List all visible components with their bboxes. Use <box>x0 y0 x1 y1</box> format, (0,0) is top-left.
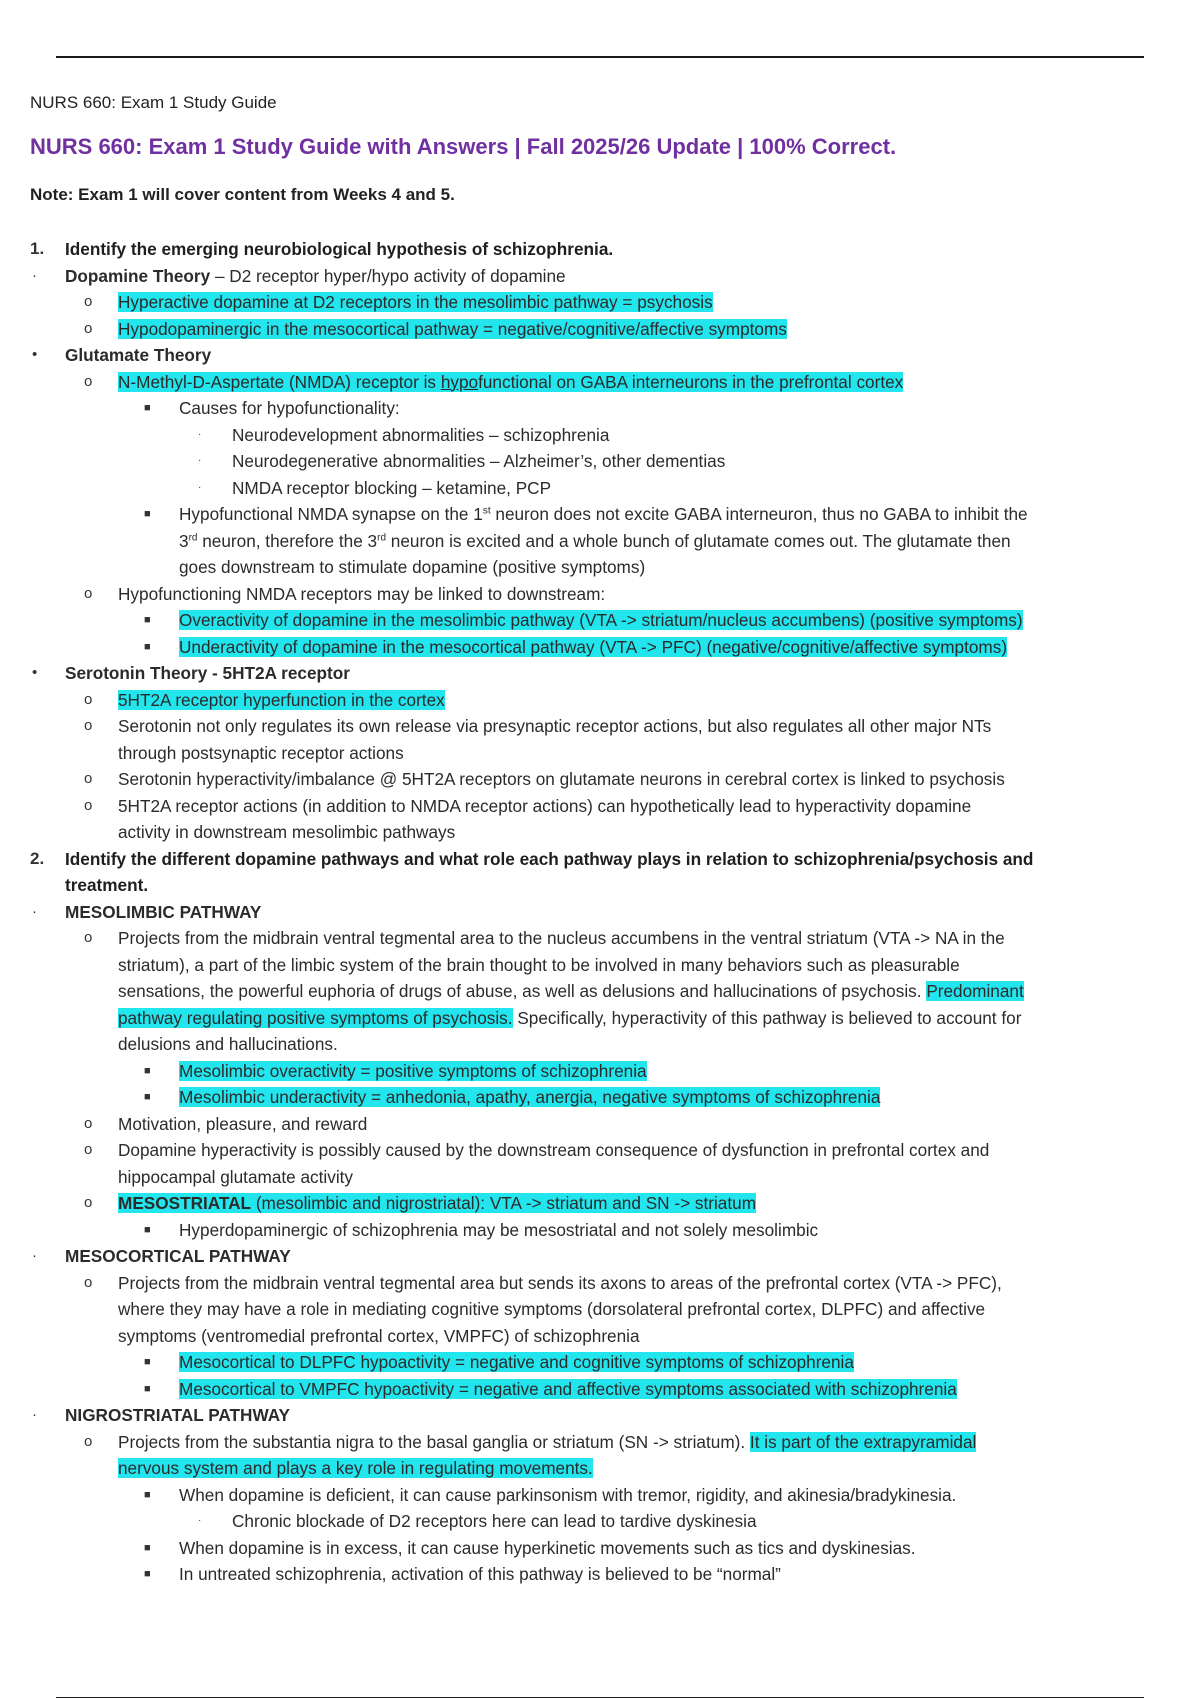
pathway-text: In untreated schizophrenia, activation of this pathway is believed to be “normal” <box>179 1564 781 1584</box>
list-item-continued <box>30 978 1160 1005</box>
highlighted-text: 5HT2A receptor hyperfunction in the cortex <box>118 689 445 710</box>
page-header: NURS 660: Exam 1 Study Guide <box>30 93 277 112</box>
pathway-text: Chronic blockade of D2 receptors here can lead to tardive dyskinesia <box>232 1511 757 1531</box>
question-number: 2. <box>30 848 45 868</box>
pathway-text: Specifically, hyperactivity of this pathway is believed to account for <box>512 1007 1022 1028</box>
bullet-icon: • <box>32 346 38 363</box>
dot-bullet-icon: · <box>198 1515 202 1526</box>
circle-bullet-icon: o <box>84 293 93 310</box>
pathway-text: Projects from the substantia nigra to the basal ganglia or striatum (SN -> striatum). <box>118 1431 750 1452</box>
linked-text: Hypofunctioning NMDA receptors may be linked to downstream: <box>118 583 606 604</box>
list-item-continued <box>30 1296 1160 1323</box>
square-bullet-icon: ■ <box>144 614 151 626</box>
highlighted-text: Predominant <box>926 981 1024 1001</box>
document-title: NURS 660: Exam 1 Study Guide with Answers | Fall 2025/26 Update | 100% Correct. <box>30 134 897 159</box>
square-bullet-icon: ■ <box>144 1091 151 1103</box>
list-item <box>30 1270 1160 1297</box>
list-item <box>30 475 1160 502</box>
bullet-icon: · <box>32 266 37 284</box>
pathway-label: MESOCORTICAL PATHWAY <box>65 1246 291 1266</box>
list-item-continued <box>30 1323 1160 1350</box>
pathway-text: Projects from the midbrain ventral tegmental area to the nucleus accumbens in the ventral striatum (VTA -> NA in the <box>118 928 1005 948</box>
list-item <box>30 1535 1160 1562</box>
list-item <box>30 766 1160 793</box>
list-item-continued <box>30 819 1160 846</box>
circle-bullet-icon: o <box>84 1114 93 1132</box>
square-bullet-icon: ■ <box>144 508 151 520</box>
circle-bullet-icon: o <box>84 584 93 602</box>
bullet-icon: · <box>32 1406 37 1423</box>
list-item-continued <box>30 554 1160 581</box>
question-2-continued <box>30 872 1160 899</box>
cause-text: Neurodegenerative abnormalities – Alzheimer’s, other dementias <box>232 451 726 471</box>
bullet-icon: • <box>32 664 38 681</box>
list-item <box>30 1217 1160 1244</box>
question-number: 1. <box>30 239 45 258</box>
serotonin-text: 5HT2A receptor actions (in addition to NMDA receptor actions) can hypothetically lead to hyperactivity dopamine <box>118 795 972 816</box>
pathway-text: hippocampal glutamate activity <box>118 1166 354 1187</box>
list-item <box>30 1243 1160 1270</box>
circle-bullet-icon: o <box>84 717 93 734</box>
serotonin-text: Serotonin hyperactivity/imbalance @ 5HT2A receptors on glutamate neurons in cerebral cortex is linked to psychosis <box>118 769 1005 789</box>
pathway-text: Dopamine hyperactivity is possibly caused by the downstream consequence of dysfunction in prefrontal cortex and <box>118 1140 990 1160</box>
circle-bullet-icon: o <box>84 1432 93 1450</box>
top-rule <box>56 56 1144 58</box>
list-item <box>30 581 1160 608</box>
list-item <box>30 793 1160 820</box>
highlighted-text: Mesolimbic overactivity = positive symptoms of schizophrenia <box>179 1060 647 1081</box>
question-1 <box>30 236 1160 263</box>
bottom-rule <box>56 1697 1144 1698</box>
square-bullet-icon: ■ <box>144 1541 151 1554</box>
square-bullet-icon: ■ <box>144 1356 151 1368</box>
list-item <box>30 422 1160 449</box>
list-item <box>30 369 1160 396</box>
serotonin-text: through postsynaptic receptor actions <box>118 742 404 763</box>
square-bullet-icon: ■ <box>144 1568 151 1580</box>
highlighted-text: Hyperactive dopamine at D2 receptors in the mesolimbic pathway = psychosis <box>118 292 713 312</box>
exam-note: Note: Exam 1 will cover content from Weeks 4 and 5. <box>30 185 455 204</box>
nmda-text-b: functional on GABA interneurons in the prefrontal cortex <box>478 371 904 392</box>
list-item-continued <box>30 528 1160 555</box>
bullet-icon: · <box>32 902 37 920</box>
pathway-label: NIGROSTRIATAL PATHWAY <box>65 1405 291 1425</box>
highlighted-text: pathway regulating positive symptoms of psychosis. <box>118 1007 513 1028</box>
circle-bullet-icon: o <box>84 1141 93 1158</box>
cause-text: Neurodevelopment abnormalities – schizophrenia <box>232 424 610 445</box>
list-item <box>30 263 1160 290</box>
circle-bullet-icon: o <box>84 796 93 814</box>
list-item <box>30 316 1160 343</box>
serotonin-text: Serotonin not only regulates its own release via presynaptic receptor actions, but also regulates all other major NTs <box>118 716 992 736</box>
list-item-continued <box>30 952 1160 979</box>
synapse-text: goes downstream to stimulate dopamine (positive symptoms) <box>179 557 646 577</box>
question-2 <box>30 846 1160 873</box>
highlighted-text: MESOSTRIATAL (mesolimbic and nigrostriatal): VTA -> striatum and SN -> striatum <box>118 1193 757 1213</box>
list-item-continued <box>30 1031 1160 1058</box>
list-item <box>30 713 1160 740</box>
synapse-text: Hypofunctional NMDA synapse on the 1st neuron does not excite GABA interneuron, thus no GABA to inhibit the <box>179 504 1028 524</box>
list-item <box>30 660 1160 687</box>
circle-bullet-icon: o <box>84 770 93 787</box>
list-item <box>30 501 1160 528</box>
question-text: Identify the emerging neurobiological hypothesis of schizophrenia. <box>65 239 614 259</box>
dot-bullet-icon: · <box>198 455 202 466</box>
list-item <box>30 1508 1160 1535</box>
list-item <box>30 925 1160 952</box>
serotonin-text: activity in downstream mesolimbic pathways <box>118 822 456 842</box>
list-item <box>30 1376 1160 1403</box>
list-item <box>30 342 1160 369</box>
circle-bullet-icon: o <box>84 929 93 946</box>
highlighted-text: nervous system and plays a key role in regulating movements. <box>118 1458 593 1478</box>
list-item <box>30 1482 1160 1509</box>
pathway-text: sensations, the powerful euphoria of drugs of abuse, as well as delusions and hallucinations of psychosis. <box>118 981 927 1001</box>
theory-desc: – D2 receptor hyper/hypo activity of dopamine <box>210 265 566 286</box>
question-text: treatment. <box>65 875 149 895</box>
highlighted-text <box>118 372 903 392</box>
bullet-icon: · <box>32 1247 37 1264</box>
study-guide-body <box>30 236 1160 1588</box>
square-bullet-icon: ■ <box>144 1064 151 1077</box>
pathway-text: Projects from the midbrain ventral tegmental area but sends its axons to areas of the prefrontal cortex (VTA -> PFC), <box>118 1272 1002 1293</box>
list-item <box>30 1111 1160 1138</box>
circle-bullet-icon: o <box>84 372 93 390</box>
list-item <box>30 1429 1160 1456</box>
list-item-continued <box>30 1455 1160 1482</box>
nmda-text-a: N-Methyl-D-Aspertate (NMDA) receptor is <box>118 371 441 392</box>
list-item <box>30 1058 1160 1085</box>
question-text: Identify the different dopamine pathways and what role each pathway plays in relation to schizophrenia/psychosis and <box>65 848 1034 869</box>
synapse-text: 3rd neuron, therefore the 3rd neuron is excited and a whole bunch of glutamate comes out. The glutamate then <box>179 530 1011 551</box>
dot-bullet-icon: · <box>198 481 202 493</box>
pathway-text: When dopamine is deficient, it can cause parkinsonism with tremor, rigidity, and akinesia/bradykinesia. <box>179 1484 957 1505</box>
circle-bullet-icon: o <box>84 1273 93 1291</box>
square-bullet-icon: ■ <box>144 1488 151 1501</box>
list-item-continued <box>30 740 1160 767</box>
list-item <box>30 1349 1160 1376</box>
theory-label: Dopamine Theory <box>65 265 211 286</box>
list-item <box>30 607 1160 634</box>
highlighted-text: Hypodopaminergic in the mesocortical pathway = negative/cognitive/affective symptoms <box>118 318 787 339</box>
pathway-text: Motivation, pleasure, and reward <box>118 1113 368 1134</box>
list-item <box>30 687 1160 714</box>
highlighted-text: It is part of the extrapyramidal <box>749 1431 977 1452</box>
highlighted-text: Mesocortical to DLPFC hypoactivity = negative and cognitive symptoms of schizophrenia <box>179 1352 854 1372</box>
theory-label: Glutamate Theory <box>65 345 212 365</box>
highlighted-text: Overactivity of dopamine in the mesolimbic pathway (VTA -> striatum/nucleus accumbens) (positive symptoms) <box>179 610 1023 630</box>
pathway-text: Hyperdopaminergic of schizophrenia may be mesostriatal and not solely mesolimbic <box>179 1219 819 1240</box>
square-bullet-icon: ■ <box>144 402 151 414</box>
list-item <box>30 634 1160 661</box>
pathway-text: striatum), a part of the limbic system of the brain thought to be involved in many behaviors such as pleasurable <box>118 954 960 975</box>
list-item <box>30 1084 1160 1111</box>
pathway-text: When dopamine is in excess, it can cause hyperkinetic movements such as tics and dyskinesias. <box>179 1537 916 1558</box>
list-item <box>30 1402 1160 1429</box>
nmda-underlined: hypo <box>440 371 479 392</box>
list-item <box>30 395 1160 422</box>
list-item <box>30 1190 1160 1217</box>
theory-label: Serotonin Theory - 5HT2A receptor <box>65 663 350 683</box>
list-item <box>30 1561 1160 1588</box>
list-item <box>30 1137 1160 1164</box>
highlighted-text: Mesocortical to VMPFC hypoactivity = negative and affective symptoms associated with schizophrenia <box>179 1378 957 1399</box>
highlighted-text: Underactivity of dopamine in the mesocortical pathway (VTA -> PFC) (negative/cognitive/affective symptoms) <box>179 636 1008 657</box>
pathway-text: where they may have a role in mediating cognitive symptoms (dorsolateral prefrontal cortex, DLPFC) and affective <box>118 1299 986 1319</box>
pathway-text: delusions and hallucinations. <box>118 1034 338 1054</box>
list-item <box>30 289 1160 316</box>
highlighted-text: Mesolimbic underactivity = anhedonia, apathy, anergia, negative symptoms of schizophrenia <box>179 1087 881 1107</box>
list-item-continued <box>30 1005 1160 1032</box>
causes-heading: Causes for hypofunctionality: <box>179 398 400 418</box>
cause-text: NMDA receptor blocking – ketamine, PCP <box>232 477 552 498</box>
list-item <box>30 448 1160 475</box>
circle-bullet-icon: o <box>84 319 93 337</box>
pathway-label: MESOLIMBIC PATHWAY <box>65 901 262 922</box>
pathway-text: symptoms (ventromedial prefrontal cortex, VMPFC) of schizophrenia <box>118 1325 640 1346</box>
dot-bullet-icon: · <box>198 428 202 440</box>
circle-bullet-icon: o <box>84 1194 93 1211</box>
square-bullet-icon: ■ <box>144 1382 151 1395</box>
square-bullet-icon: ■ <box>144 1223 151 1236</box>
list-item-continued <box>30 1164 1160 1191</box>
square-bullet-icon: ■ <box>144 640 151 653</box>
list-item <box>30 899 1160 926</box>
circle-bullet-icon: o <box>84 690 93 708</box>
